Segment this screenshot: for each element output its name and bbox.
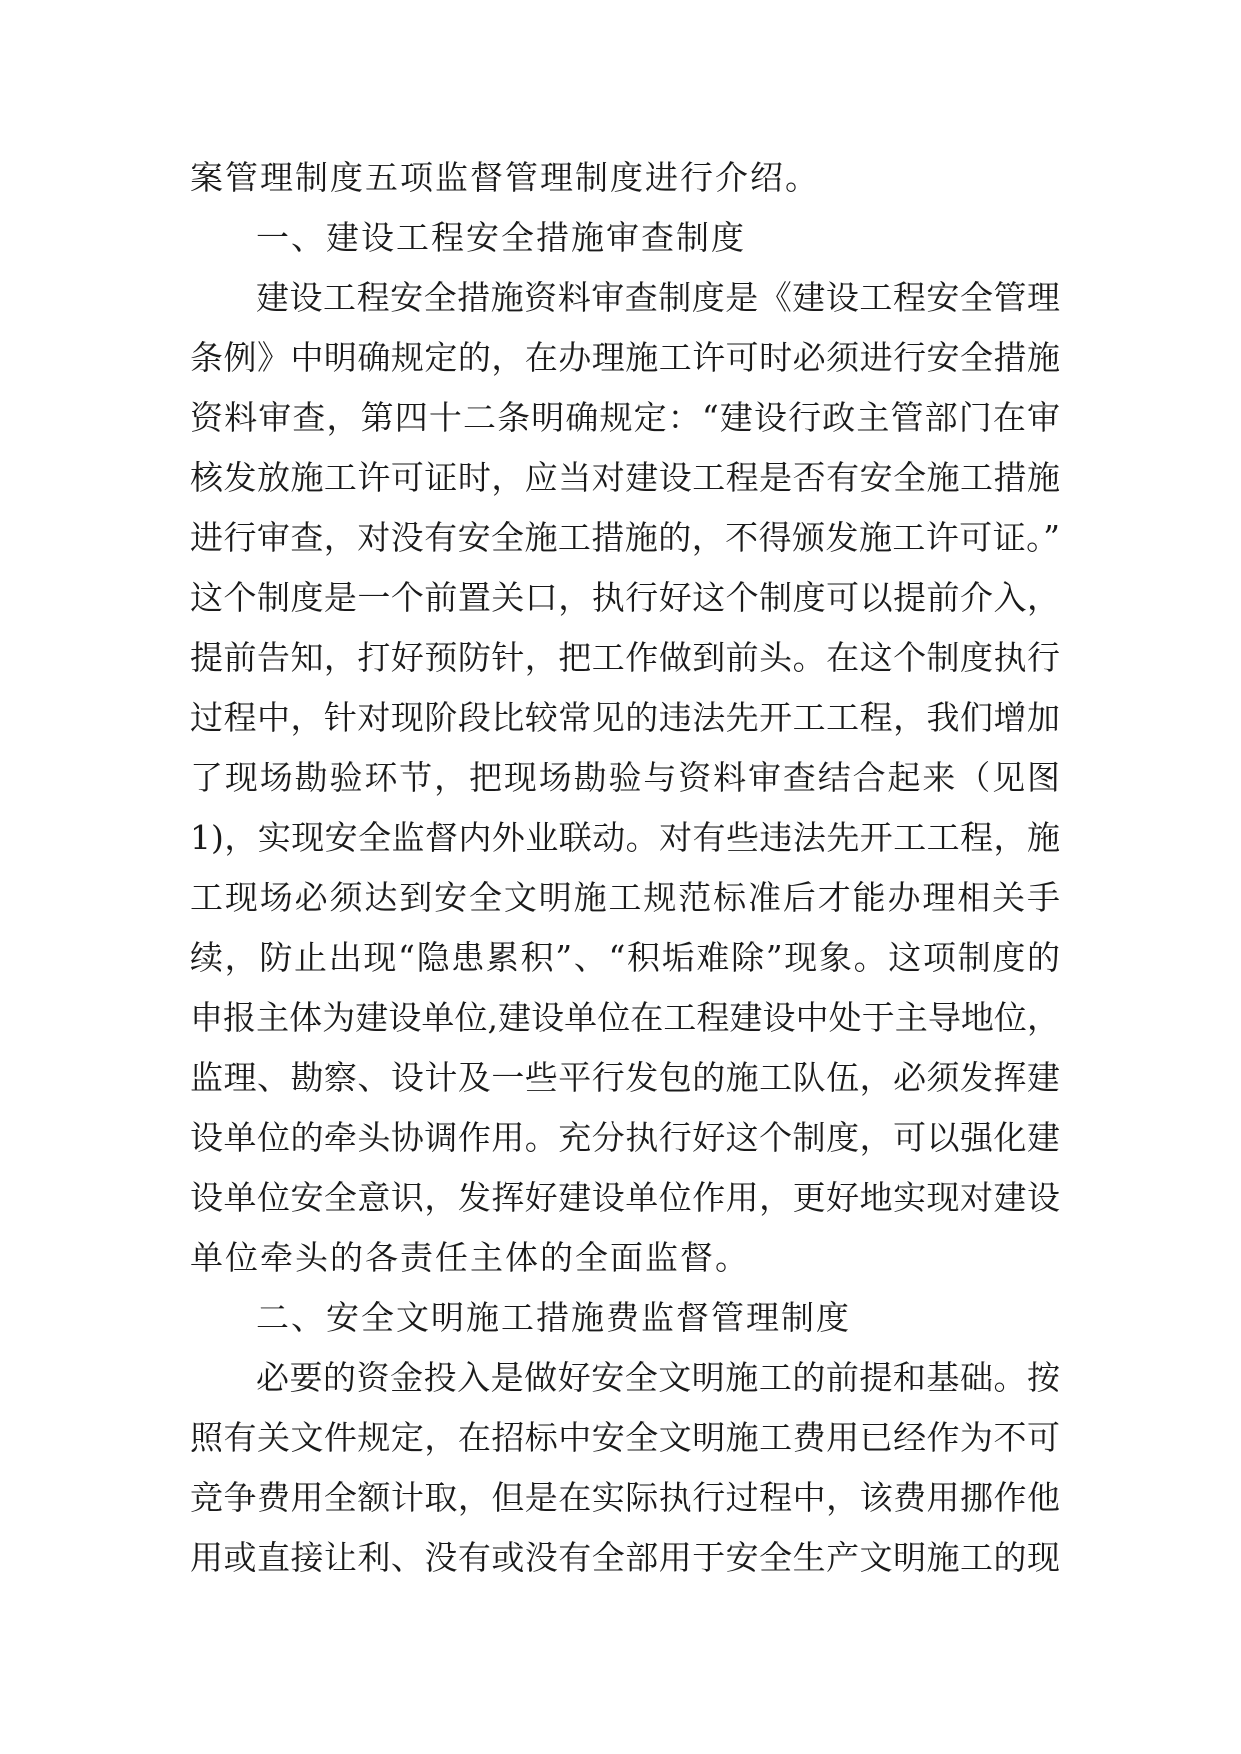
paragraph-line: 设单位安全意识，发挥好建设单位作用，更好地实现对建设 — [190, 1178, 1060, 1217]
paragraph-line: 进行审查，对没有安全施工措施的，不得颁发施工许可证。” — [190, 518, 1060, 557]
paragraph-line: 这个制度是一个前置关口，执行好这个制度可以提前介入， — [190, 578, 1060, 617]
paragraph-line: 用或直接让利、没有或没有全部用于安全生产文明施工的现 — [190, 1538, 1060, 1577]
paragraph-line: 了现场勘验环节，把现场勘验与资料审查结合起来（见图 — [190, 758, 1060, 797]
paragraph-line: 提前告知，打好预防针，把工作做到前头。在这个制度执行 — [190, 638, 1060, 677]
paragraph-line: 资料审查，第四十二条明确规定：“建设行政主管部门在审 — [190, 398, 1060, 437]
paragraph-line: 1)，实现安全监督内外业联动。对有些违法先开工工程，施 — [190, 818, 1060, 857]
paragraph-line: 竞争费用全额计取，但是在实际执行过程中，该费用挪作他 — [190, 1478, 1060, 1517]
paragraph-line: 设单位的牵头协调作用。充分执行好这个制度，可以强化建 — [190, 1118, 1060, 1157]
paragraph-line: 工现场必须达到安全文明施工规范标准后才能办理相关手 — [190, 878, 1060, 917]
section-heading: 二、安全文明施工措施费监督管理制度 — [256, 1298, 851, 1337]
paragraph-line: 续，防止出现“隐患累积”、“积垢难除”现象。这项制度的 — [190, 938, 1060, 977]
paragraph-line: 条例》中明确规定的，在办理施工许可时必须进行安全措施 — [190, 338, 1060, 377]
paragraph-line: 建设工程安全措施资料审查制度是《建设工程安全管理 — [256, 278, 1060, 317]
paragraph-line: 照有关文件规定，在招标中安全文明施工费用已经作为不可 — [190, 1418, 1060, 1457]
paragraph-line: 案管理制度五项监督管理制度进行介绍。 — [190, 158, 820, 197]
paragraph-line: 单位牵头的各责任主体的全面监督。 — [190, 1238, 750, 1277]
paragraph-line: 必要的资金投入是做好安全文明施工的前提和基础。按 — [256, 1358, 1060, 1397]
paragraph-line: 监理、勘察、设计及一些平行发包的施工队伍，必须发挥建 — [190, 1058, 1060, 1097]
body-text — [190, 148, 1060, 1588]
paragraph-line: 申报主体为建设单位,建设单位在工程建设中处于主导地位， — [190, 998, 1060, 1037]
paragraph-line: 核发放施工许可证时，应当对建设工程是否有安全施工措施 — [190, 458, 1060, 497]
section-heading: 一、建设工程安全措施审查制度 — [256, 218, 746, 257]
paragraph-line: 过程中，针对现阶段比较常见的违法先开工工程，我们增加 — [190, 698, 1060, 737]
